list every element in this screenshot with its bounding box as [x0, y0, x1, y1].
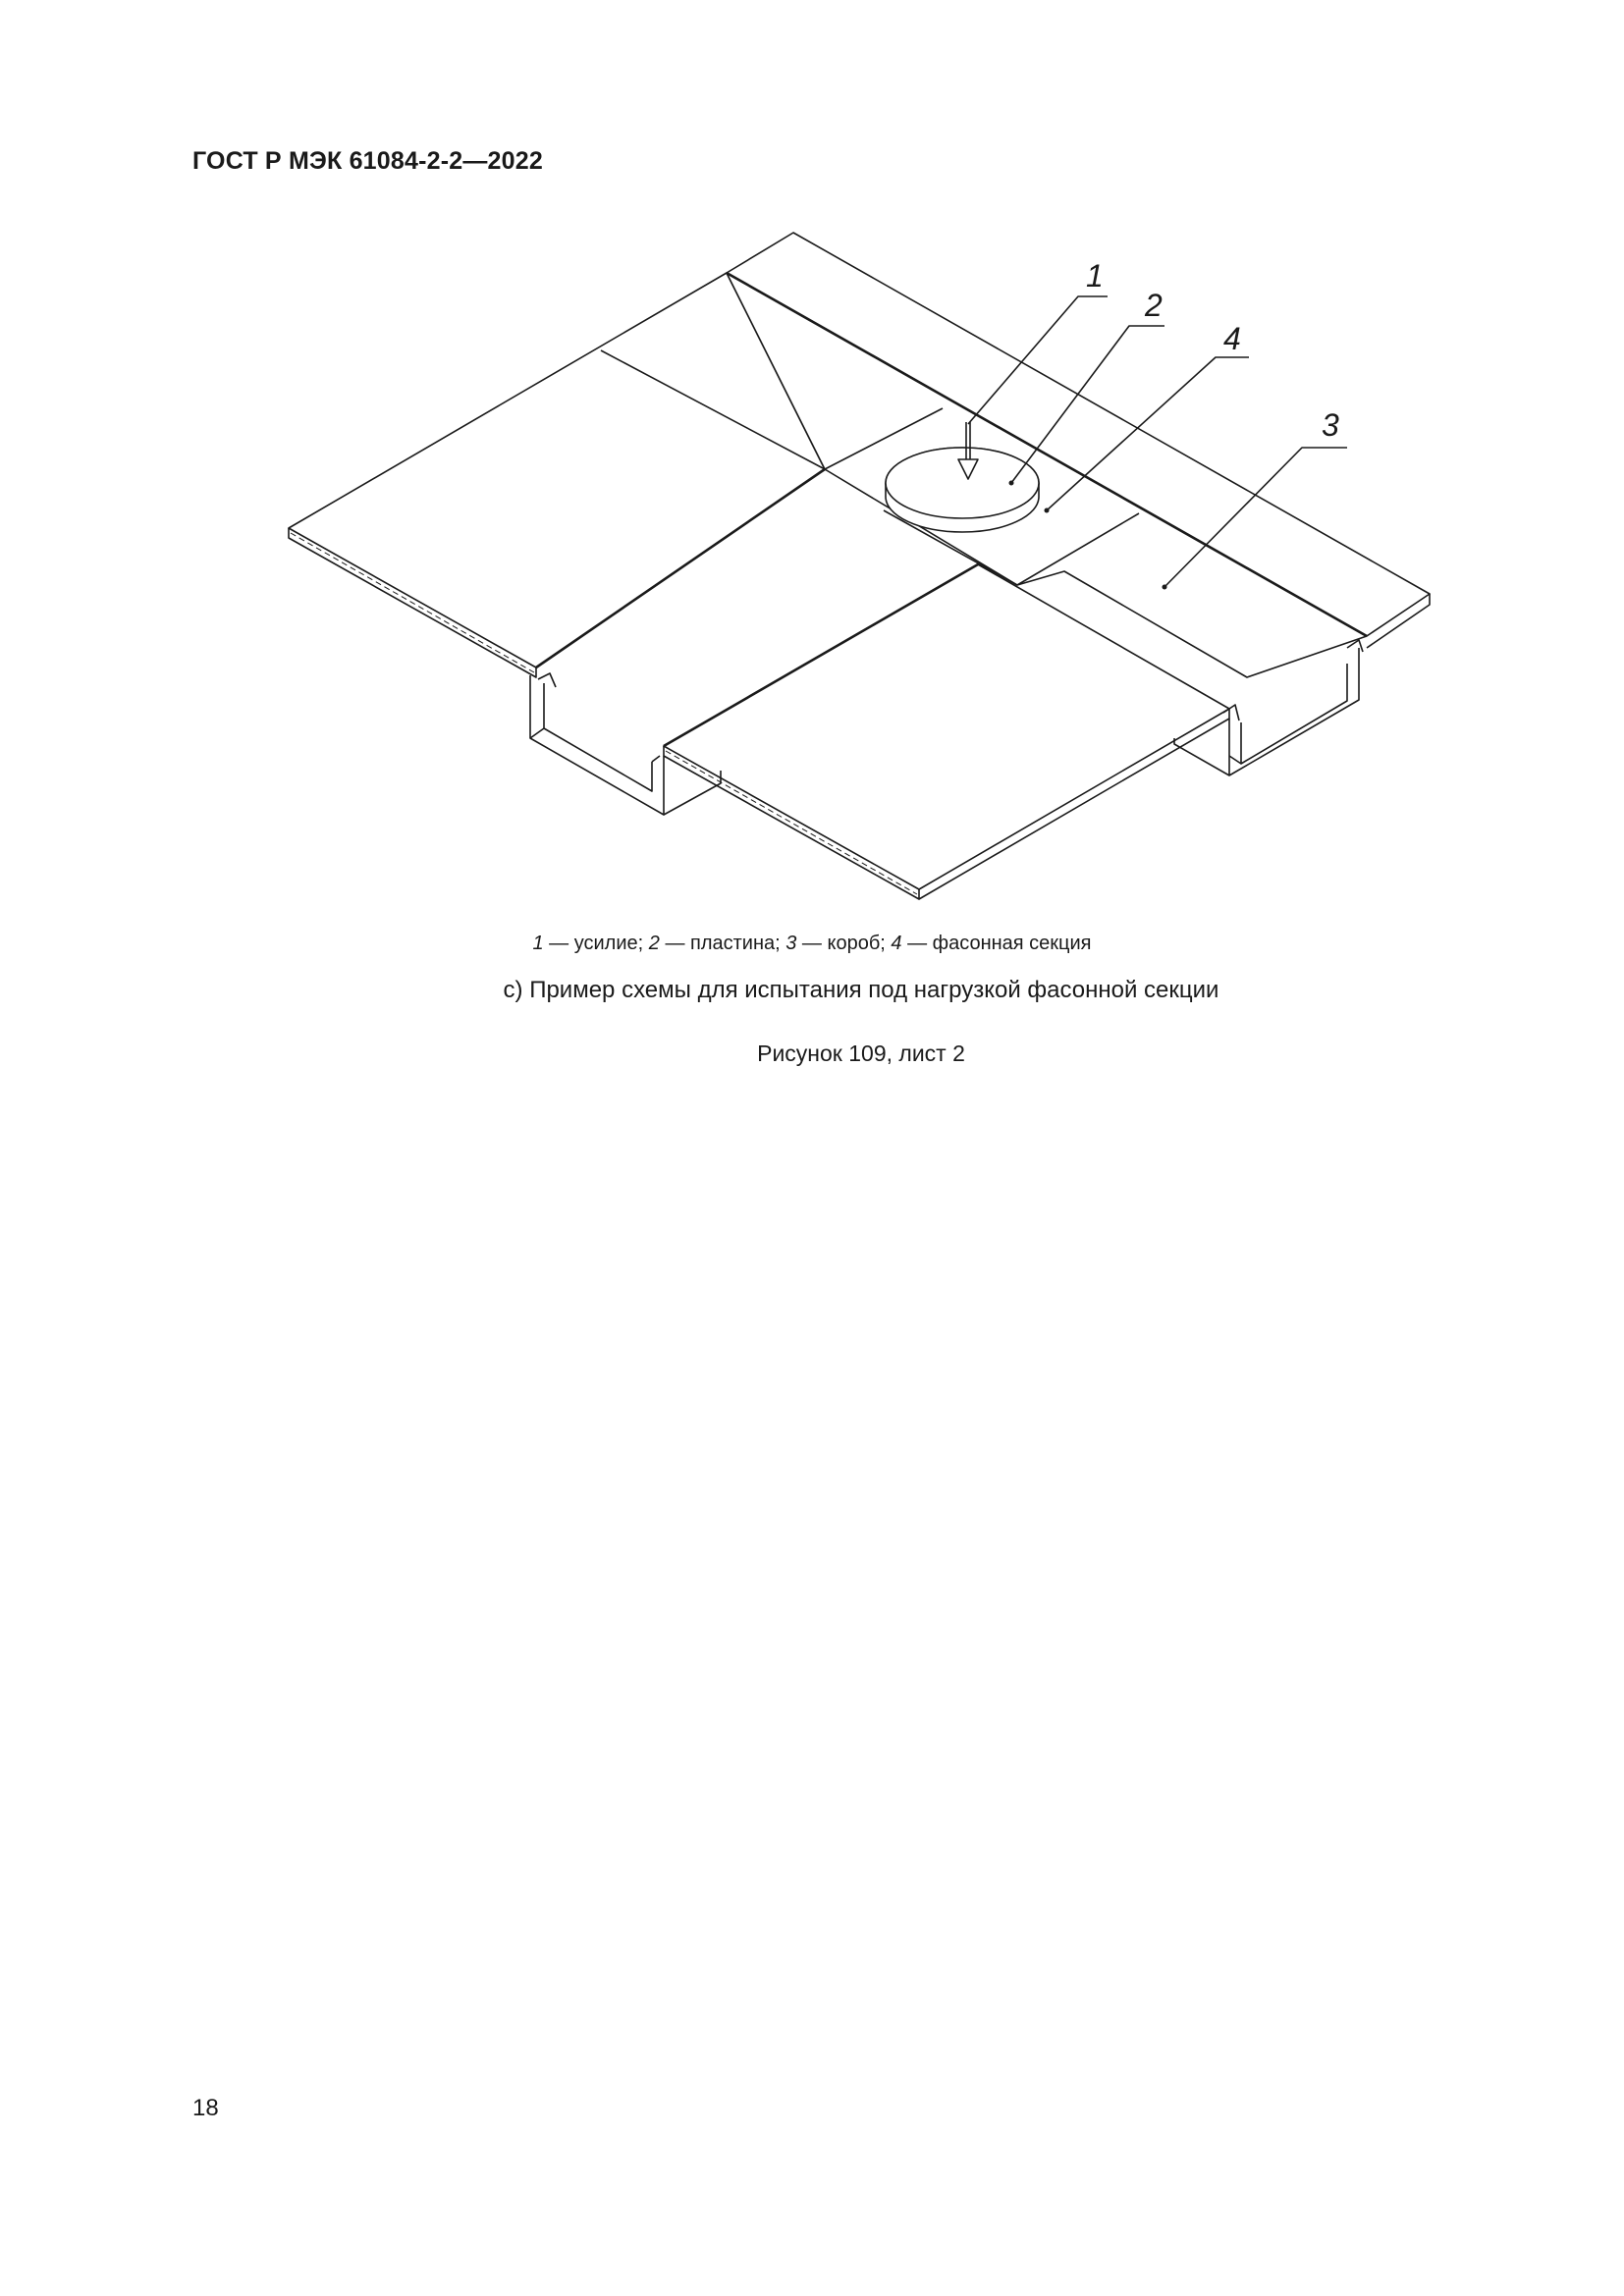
legend-num: 3 — [785, 933, 797, 954]
callout-3: 3 — [1322, 407, 1339, 443]
page-number: 18 — [192, 2095, 219, 2121]
callout-4: 4 — [1223, 321, 1241, 356]
figure-legend — [0, 933, 1624, 955]
figure-caption: Рисунок 109, лист 2 — [757, 1041, 965, 1066]
load-test-diagram — [0, 0, 1624, 982]
legend-text: — короб; — [796, 933, 892, 954]
legend-num: 1 — [532, 933, 544, 954]
callout-2: 2 — [1145, 288, 1163, 323]
legend-num: 2 — [648, 933, 660, 954]
callout-1: 1 — [1086, 258, 1104, 294]
figure-subcaption: с) Пример схемы для испытания под нагрузкой фасонной секции — [503, 977, 1219, 1003]
document-header: ГОСТ Р МЭК 61084-2-2—2022 — [192, 147, 543, 175]
left-box-channel — [530, 675, 664, 815]
legend-text: — фасонная секция — [901, 933, 1092, 954]
left-lid-plate — [289, 273, 825, 667]
legend-text: — пластина; — [659, 933, 786, 954]
legend-num: 4 — [891, 933, 902, 954]
legend-text: — усилие; — [543, 933, 649, 954]
